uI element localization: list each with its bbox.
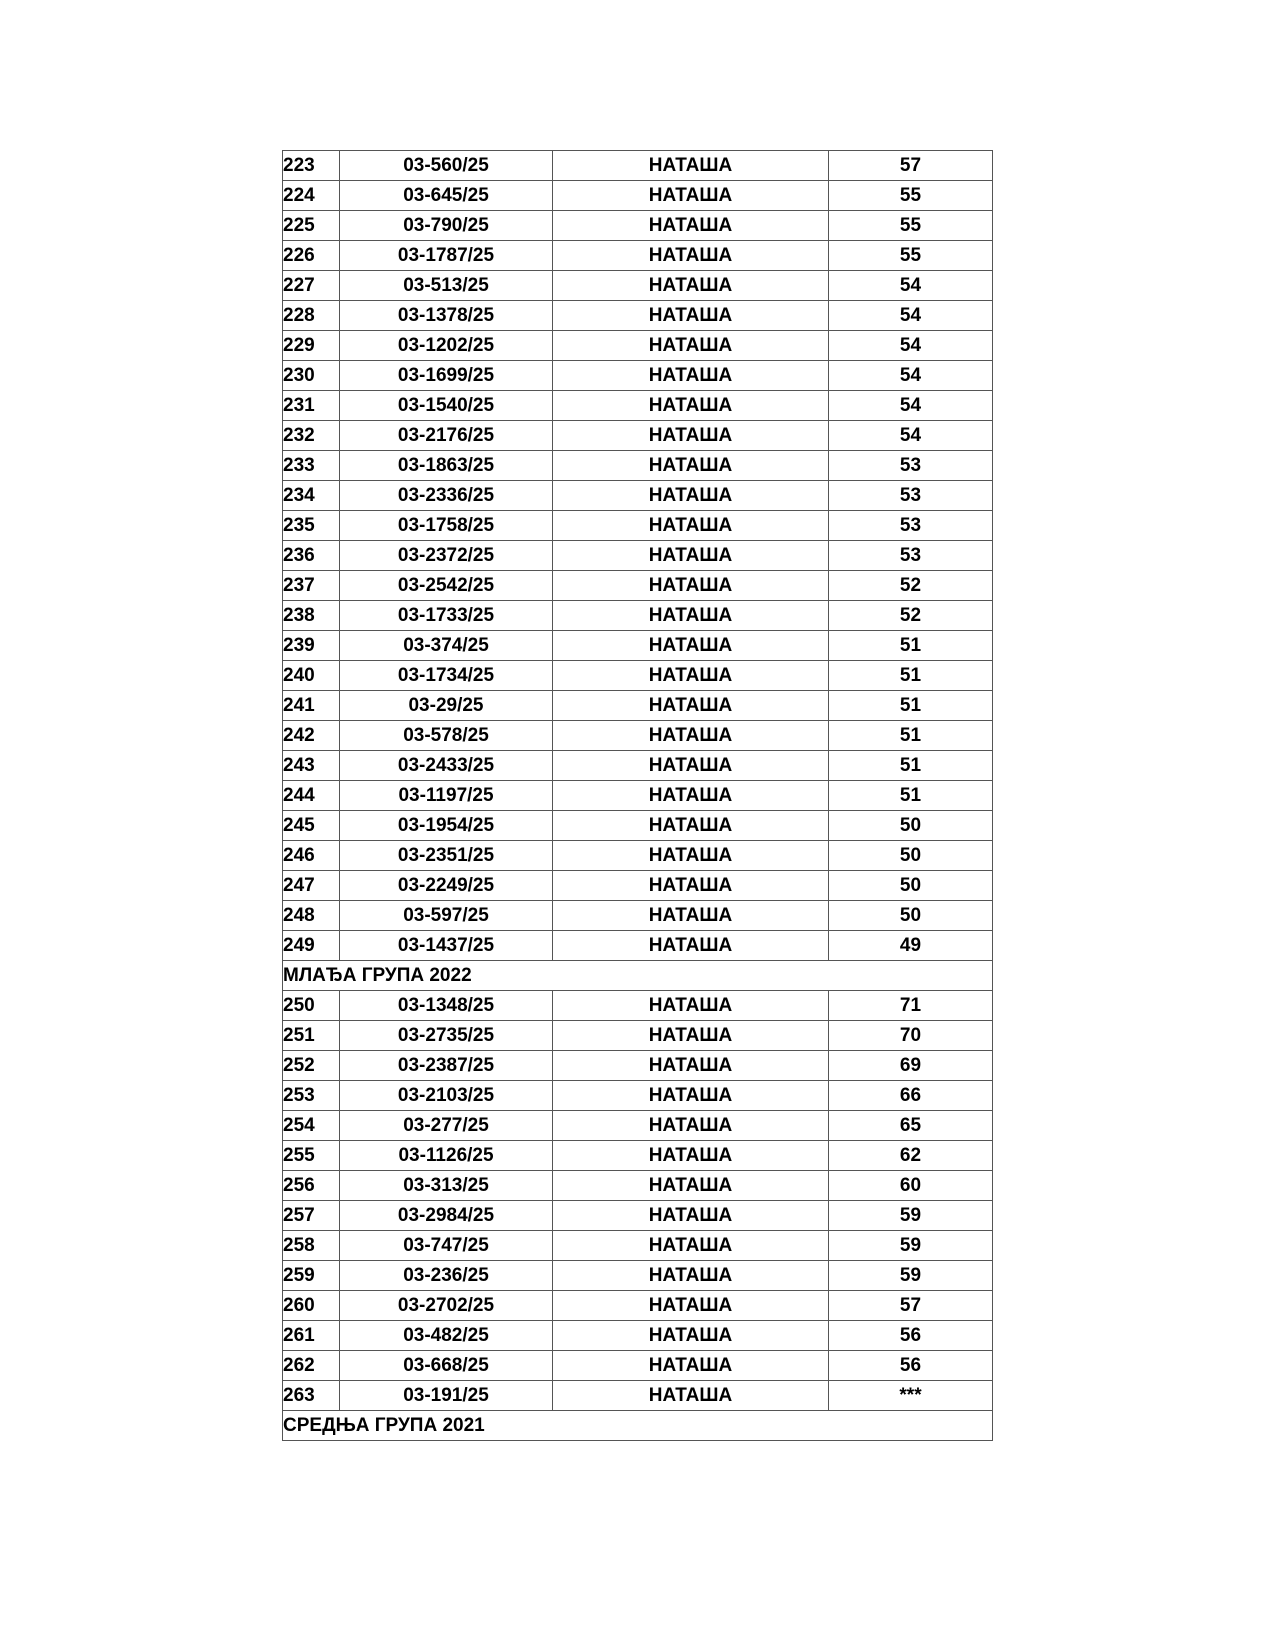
name-cell: НАТАША bbox=[553, 1021, 829, 1051]
name-cell: НАТАША bbox=[553, 241, 829, 271]
row-number-cell: 243 bbox=[283, 751, 340, 781]
name-cell: НАТАША bbox=[553, 811, 829, 841]
name-cell: НАТАША bbox=[553, 541, 829, 571]
application-code-cell: 03-236/25 bbox=[340, 1261, 553, 1291]
name-cell: НАТАША bbox=[553, 391, 829, 421]
application-code-cell: 03-1863/25 bbox=[340, 451, 553, 481]
application-code-cell: 03-2176/25 bbox=[340, 421, 553, 451]
application-code-cell: 03-191/25 bbox=[340, 1381, 553, 1411]
table-row bbox=[283, 1081, 993, 1111]
score-cell: 51 bbox=[829, 721, 993, 751]
group-heading-row bbox=[283, 1411, 993, 1441]
score-cell: 54 bbox=[829, 361, 993, 391]
table-row bbox=[283, 301, 993, 331]
name-cell: НАТАША bbox=[553, 601, 829, 631]
row-number-cell: 237 bbox=[283, 571, 340, 601]
application-code-cell: 03-1437/25 bbox=[340, 931, 553, 961]
table-row bbox=[283, 601, 993, 631]
application-code-cell: 03-2433/25 bbox=[340, 751, 553, 781]
score-cell: 65 bbox=[829, 1111, 993, 1141]
row-number-cell: 255 bbox=[283, 1141, 340, 1171]
name-cell: НАТАША bbox=[553, 451, 829, 481]
application-code-cell: 03-1758/25 bbox=[340, 511, 553, 541]
score-cell: 53 bbox=[829, 541, 993, 571]
group-heading: СРЕДЊА ГРУПА 2021 bbox=[283, 1411, 993, 1441]
table-row bbox=[283, 451, 993, 481]
table-row bbox=[283, 1171, 993, 1201]
name-cell: НАТАША bbox=[553, 1081, 829, 1111]
application-code-cell: 03-2542/25 bbox=[340, 571, 553, 601]
application-code-cell: 03-1733/25 bbox=[340, 601, 553, 631]
row-number-cell: 246 bbox=[283, 841, 340, 871]
score-cell: 51 bbox=[829, 691, 993, 721]
row-number-cell: 229 bbox=[283, 331, 340, 361]
table-row bbox=[283, 1201, 993, 1231]
score-cell: 51 bbox=[829, 751, 993, 781]
table-row bbox=[283, 691, 993, 721]
application-code-cell: 03-29/25 bbox=[340, 691, 553, 721]
name-cell: НАТАША bbox=[553, 301, 829, 331]
application-code-cell: 03-1787/25 bbox=[340, 241, 553, 271]
table-row bbox=[283, 571, 993, 601]
score-cell: 53 bbox=[829, 511, 993, 541]
group-heading-row bbox=[283, 961, 993, 991]
table-row bbox=[283, 901, 993, 931]
table-row bbox=[283, 1321, 993, 1351]
score-cell: 54 bbox=[829, 301, 993, 331]
score-cell: 56 bbox=[829, 1321, 993, 1351]
table-row bbox=[283, 211, 993, 241]
application-code-cell: 03-1378/25 bbox=[340, 301, 553, 331]
row-number-cell: 256 bbox=[283, 1171, 340, 1201]
name-cell: НАТАША bbox=[553, 421, 829, 451]
table-row bbox=[283, 181, 993, 211]
application-code-cell: 03-2249/25 bbox=[340, 871, 553, 901]
table-row bbox=[283, 1351, 993, 1381]
name-cell: НАТАША bbox=[553, 1201, 829, 1231]
score-cell: 66 bbox=[829, 1081, 993, 1111]
application-code-cell: 03-2702/25 bbox=[340, 1291, 553, 1321]
table-row bbox=[283, 811, 993, 841]
name-cell: НАТАША bbox=[553, 1111, 829, 1141]
row-number-cell: 223 bbox=[283, 151, 340, 181]
application-code-cell: 03-2351/25 bbox=[340, 841, 553, 871]
name-cell: НАТАША bbox=[553, 1141, 829, 1171]
name-cell: НАТАША bbox=[553, 841, 829, 871]
table-row bbox=[283, 421, 993, 451]
table-row bbox=[283, 871, 993, 901]
applicants-table-body bbox=[283, 151, 993, 1441]
row-number-cell: 261 bbox=[283, 1321, 340, 1351]
table-row bbox=[283, 511, 993, 541]
row-number-cell: 227 bbox=[283, 271, 340, 301]
applicants-table bbox=[282, 150, 993, 1441]
table-row bbox=[283, 1141, 993, 1171]
table-row bbox=[283, 391, 993, 421]
row-number-cell: 263 bbox=[283, 1381, 340, 1411]
table-row bbox=[283, 271, 993, 301]
application-code-cell: 03-1699/25 bbox=[340, 361, 553, 391]
application-code-cell: 03-513/25 bbox=[340, 271, 553, 301]
name-cell: НАТАША bbox=[553, 781, 829, 811]
table-row bbox=[283, 751, 993, 781]
row-number-cell: 259 bbox=[283, 1261, 340, 1291]
row-number-cell: 235 bbox=[283, 511, 340, 541]
score-cell: 59 bbox=[829, 1231, 993, 1261]
score-cell: 49 bbox=[829, 931, 993, 961]
table-row bbox=[283, 1111, 993, 1141]
name-cell: НАТАША bbox=[553, 181, 829, 211]
name-cell: НАТАША bbox=[553, 901, 829, 931]
row-number-cell: 224 bbox=[283, 181, 340, 211]
score-cell: 59 bbox=[829, 1261, 993, 1291]
application-code-cell: 03-790/25 bbox=[340, 211, 553, 241]
row-number-cell: 248 bbox=[283, 901, 340, 931]
application-code-cell: 03-668/25 bbox=[340, 1351, 553, 1381]
row-number-cell: 241 bbox=[283, 691, 340, 721]
table-row bbox=[283, 931, 993, 961]
score-cell: 54 bbox=[829, 421, 993, 451]
table-row bbox=[283, 1291, 993, 1321]
table-row bbox=[283, 361, 993, 391]
table-row bbox=[283, 781, 993, 811]
application-code-cell: 03-747/25 bbox=[340, 1231, 553, 1261]
name-cell: НАТАША bbox=[553, 211, 829, 241]
table-row bbox=[283, 1021, 993, 1051]
name-cell: НАТАША bbox=[553, 1231, 829, 1261]
application-code-cell: 03-2735/25 bbox=[340, 1021, 553, 1051]
application-code-cell: 03-597/25 bbox=[340, 901, 553, 931]
score-cell: 56 bbox=[829, 1351, 993, 1381]
row-number-cell: 249 bbox=[283, 931, 340, 961]
score-cell: 55 bbox=[829, 241, 993, 271]
score-cell: 57 bbox=[829, 151, 993, 181]
score-cell: 70 bbox=[829, 1021, 993, 1051]
score-cell: 53 bbox=[829, 451, 993, 481]
table-row bbox=[283, 1381, 993, 1411]
row-number-cell: 225 bbox=[283, 211, 340, 241]
name-cell: НАТАША bbox=[553, 1321, 829, 1351]
application-code-cell: 03-482/25 bbox=[340, 1321, 553, 1351]
name-cell: НАТАША bbox=[553, 151, 829, 181]
row-number-cell: 251 bbox=[283, 1021, 340, 1051]
score-cell: 71 bbox=[829, 991, 993, 1021]
row-number-cell: 244 bbox=[283, 781, 340, 811]
score-cell: 59 bbox=[829, 1201, 993, 1231]
score-cell: 50 bbox=[829, 871, 993, 901]
name-cell: НАТАША bbox=[553, 1351, 829, 1381]
table-row bbox=[283, 841, 993, 871]
score-cell: 52 bbox=[829, 601, 993, 631]
table-row bbox=[283, 151, 993, 181]
name-cell: НАТАША bbox=[553, 691, 829, 721]
row-number-cell: 254 bbox=[283, 1111, 340, 1141]
row-number-cell: 262 bbox=[283, 1351, 340, 1381]
application-code-cell: 03-313/25 bbox=[340, 1171, 553, 1201]
row-number-cell: 239 bbox=[283, 631, 340, 661]
table-row bbox=[283, 661, 993, 691]
row-number-cell: 233 bbox=[283, 451, 340, 481]
application-code-cell: 03-645/25 bbox=[340, 181, 553, 211]
table-row bbox=[283, 1231, 993, 1261]
row-number-cell: 226 bbox=[283, 241, 340, 271]
row-number-cell: 250 bbox=[283, 991, 340, 1021]
application-code-cell: 03-1197/25 bbox=[340, 781, 553, 811]
table-row bbox=[283, 1261, 993, 1291]
name-cell: НАТАША bbox=[553, 1381, 829, 1411]
score-cell: 51 bbox=[829, 631, 993, 661]
row-number-cell: 231 bbox=[283, 391, 340, 421]
score-cell: *** bbox=[829, 1381, 993, 1411]
table-row bbox=[283, 331, 993, 361]
score-cell: 50 bbox=[829, 841, 993, 871]
row-number-cell: 253 bbox=[283, 1081, 340, 1111]
score-cell: 69 bbox=[829, 1051, 993, 1081]
name-cell: НАТАША bbox=[553, 1261, 829, 1291]
name-cell: НАТАША bbox=[553, 571, 829, 601]
application-code-cell: 03-1126/25 bbox=[340, 1141, 553, 1171]
table-row bbox=[283, 631, 993, 661]
row-number-cell: 260 bbox=[283, 1291, 340, 1321]
row-number-cell: 257 bbox=[283, 1201, 340, 1231]
score-cell: 51 bbox=[829, 781, 993, 811]
application-code-cell: 03-1202/25 bbox=[340, 331, 553, 361]
application-code-cell: 03-2336/25 bbox=[340, 481, 553, 511]
score-cell: 60 bbox=[829, 1171, 993, 1201]
row-number-cell: 247 bbox=[283, 871, 340, 901]
name-cell: НАТАША bbox=[553, 481, 829, 511]
name-cell: НАТАША bbox=[553, 1291, 829, 1321]
row-number-cell: 232 bbox=[283, 421, 340, 451]
application-code-cell: 03-374/25 bbox=[340, 631, 553, 661]
score-cell: 55 bbox=[829, 181, 993, 211]
application-code-cell: 03-560/25 bbox=[340, 151, 553, 181]
table-row bbox=[283, 541, 993, 571]
application-code-cell: 03-578/25 bbox=[340, 721, 553, 751]
table-row bbox=[283, 991, 993, 1021]
score-cell: 57 bbox=[829, 1291, 993, 1321]
score-cell: 62 bbox=[829, 1141, 993, 1171]
row-number-cell: 245 bbox=[283, 811, 340, 841]
application-code-cell: 03-277/25 bbox=[340, 1111, 553, 1141]
table-row bbox=[283, 481, 993, 511]
row-number-cell: 258 bbox=[283, 1231, 340, 1261]
name-cell: НАТАША bbox=[553, 1051, 829, 1081]
name-cell: НАТАША bbox=[553, 331, 829, 361]
row-number-cell: 242 bbox=[283, 721, 340, 751]
name-cell: НАТАША bbox=[553, 931, 829, 961]
score-cell: 54 bbox=[829, 391, 993, 421]
row-number-cell: 236 bbox=[283, 541, 340, 571]
score-cell: 51 bbox=[829, 661, 993, 691]
name-cell: НАТАША bbox=[553, 661, 829, 691]
table-row bbox=[283, 1051, 993, 1081]
name-cell: НАТАША bbox=[553, 631, 829, 661]
score-cell: 54 bbox=[829, 271, 993, 301]
application-code-cell: 03-1348/25 bbox=[340, 991, 553, 1021]
score-cell: 52 bbox=[829, 571, 993, 601]
row-number-cell: 252 bbox=[283, 1051, 340, 1081]
application-code-cell: 03-2103/25 bbox=[340, 1081, 553, 1111]
row-number-cell: 228 bbox=[283, 301, 340, 331]
row-number-cell: 238 bbox=[283, 601, 340, 631]
score-cell: 54 bbox=[829, 331, 993, 361]
application-code-cell: 03-2387/25 bbox=[340, 1051, 553, 1081]
name-cell: НАТАША bbox=[553, 871, 829, 901]
score-cell: 50 bbox=[829, 811, 993, 841]
group-heading: МЛАЂА ГРУПА 2022 bbox=[283, 961, 993, 991]
table-row bbox=[283, 241, 993, 271]
name-cell: НАТАША bbox=[553, 511, 829, 541]
row-number-cell: 230 bbox=[283, 361, 340, 391]
score-cell: 50 bbox=[829, 901, 993, 931]
name-cell: НАТАША bbox=[553, 271, 829, 301]
application-code-cell: 03-2984/25 bbox=[340, 1201, 553, 1231]
name-cell: НАТАША bbox=[553, 751, 829, 781]
application-code-cell: 03-1954/25 bbox=[340, 811, 553, 841]
row-number-cell: 240 bbox=[283, 661, 340, 691]
application-code-cell: 03-1540/25 bbox=[340, 391, 553, 421]
table-row bbox=[283, 721, 993, 751]
name-cell: НАТАША bbox=[553, 1171, 829, 1201]
name-cell: НАТАША bbox=[553, 721, 829, 751]
application-code-cell: 03-1734/25 bbox=[340, 661, 553, 691]
name-cell: НАТАША bbox=[553, 361, 829, 391]
application-code-cell: 03-2372/25 bbox=[340, 541, 553, 571]
row-number-cell: 234 bbox=[283, 481, 340, 511]
score-cell: 53 bbox=[829, 481, 993, 511]
score-cell: 55 bbox=[829, 211, 993, 241]
name-cell: НАТАША bbox=[553, 991, 829, 1021]
